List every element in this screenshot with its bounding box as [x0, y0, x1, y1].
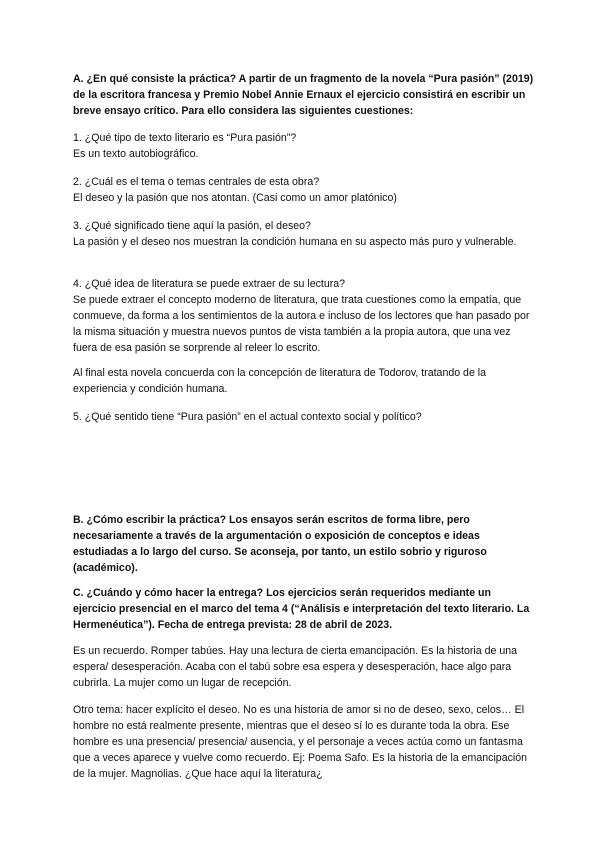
notes-paragraph-2: Otro tema: hacer explícito el deseo. No es una historia de amor si no de deseo, sexo, celos… El hombre no está realmente presente, mientras que el deseo sí lo es durante toda la obra. Ese hombre es una presencia/ presencia/ ausencia, y el personaje a veces actúa como un fantasma que a veces aparece y vuelve como recuerdo. Ej: Poema Safo. Es la historia de la emancipación de la mujer. Magnolias. ¿Que hace aquí la literatura¿ — [73, 704, 528, 780]
todorov-note: Al final esta novela concuerda con la concepción de literatura de Todorov, tratando de la experiencia y condición humana. — [73, 367, 487, 395]
question-3: 3. ¿Qué significado tiene aquí la pasión, el deseo? — [73, 220, 311, 232]
notes-paragraph-1: Es un recuerdo. Romper tabúes. Hay una lectura de cierta emancipación. Es la historia de una espera/ desesperación. Acaba con el tabú sobre esa espera y desesperación, hace algo para cubrirla. La mujer como un lugar de recepción. — [73, 645, 518, 689]
section-a-heading: A. ¿En qué consiste la práctica? A partir de un fragmento de la novela “Pura pasión” (2019) de la escritora francesa y Premio Nobel Annie Ernaux el ejercicio consistirá en escribir un breve ensayo crítico. Para ello considera las siguientes cuestiones: — [73, 73, 534, 117]
question-5: 5. ¿Qué sentido tiene “Pura pasión” en el actual contexto social y político? — [73, 411, 422, 423]
section-c-heading: C. ¿Cuándo y cómo hacer la entrega? Los ejercicios serán requeridos mediante un ejercicio presencial en el marco del tema 4 (“Análisis e interpretación del texto literario. La Hermenéutica”). Fecha de entrega prevista: 28 de abril de 2023. — [73, 587, 530, 631]
section-b-heading: B. ¿Cómo escribir la práctica? Los ensayos serán escritos de forma libre, pero necesariamente a través de la argumentación o exposición de conceptos e ideas estudiadas a lo largo del curso. Se aconseja, por tanto, un estilo sobrio y riguroso (académico). — [73, 514, 487, 574]
answer-1: Es un texto autobiográfico. — [73, 148, 199, 160]
question-1: 1. ¿Qué tipo de texto literario es “Pura pasión”? — [73, 132, 297, 144]
answer-2: El deseo y la pasión que nos atontan. (Casi como un amor platónico) — [73, 192, 397, 204]
question-2: 2. ¿Cuál es el tema o temas centrales de esta obra? — [73, 176, 320, 188]
answer-3: La pasión y el deseo nos muestran la condición humana en su aspecto más puro y vulnerable. — [73, 236, 517, 248]
answer-4: Se puede extraer el concepto moderno de literatura, que trata cuestiones como la empatía, que conmueve, da forma a los sentimientos de la autora e incluso de los lectores que han pasado por la misma situación y muestra nuevos puntos de vista también a la propia autora, que una vez fuera de esa pasión se sorprende al releer lo escrito. — [73, 294, 530, 354]
question-4: 4. ¿Qué idea de literatura se puede extraer de su lectura? — [73, 278, 346, 290]
